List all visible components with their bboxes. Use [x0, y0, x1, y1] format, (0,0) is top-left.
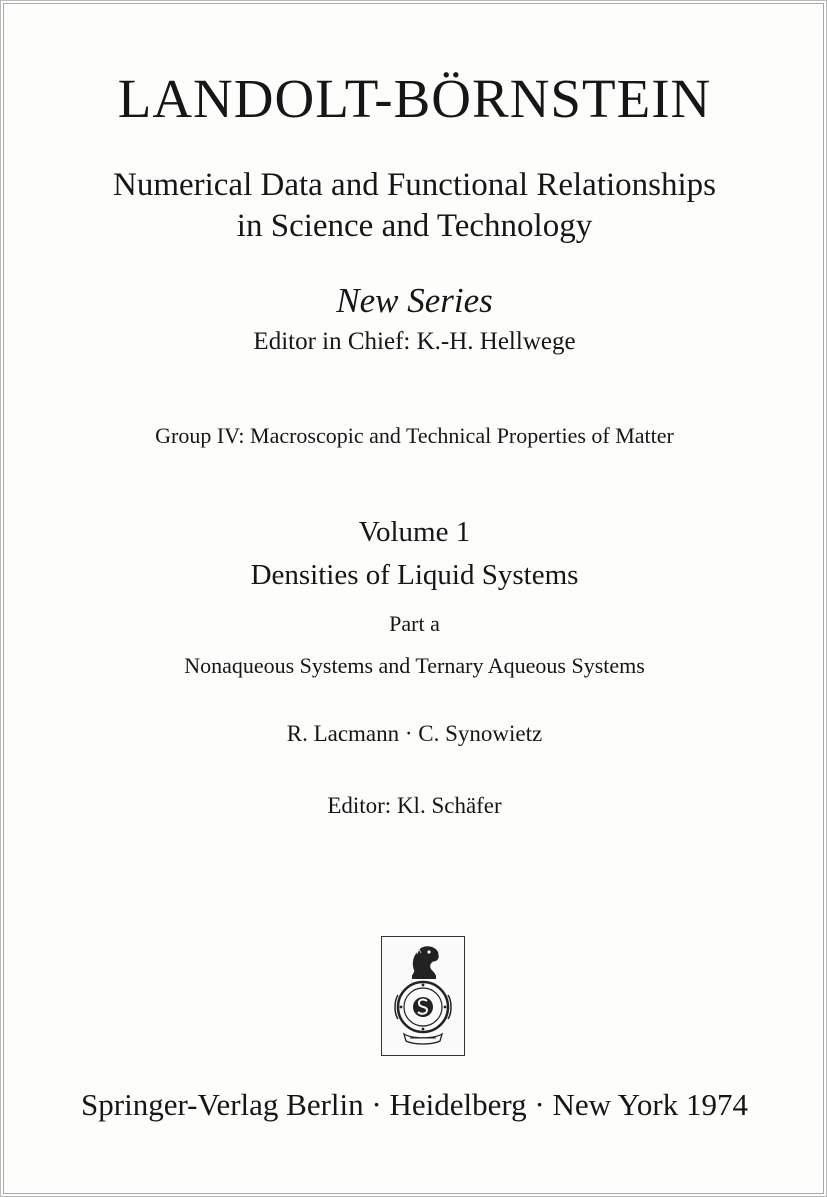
springer-knight-seal-icon	[382, 937, 464, 1055]
springer-logo-icon	[381, 936, 465, 1056]
volume-title: Densities of Liquid Systems	[250, 559, 579, 591]
authors: R. Lacmann · C. Synowietz	[286, 721, 543, 746]
part-title: Nonaqueous Systems and Ternary Aqueous Systems	[184, 653, 645, 678]
volume-number: Volume 1	[358, 516, 471, 548]
subtitle-line-1: Numerical Data and Functional Relationships	[112, 167, 717, 203]
editor: Editor: Kl. Schäfer	[327, 793, 502, 818]
subtitle-line-2: in Science and Technology	[236, 208, 593, 244]
group-title: Group IV: Macroscopic and Technical Properties of Matter	[155, 423, 674, 448]
editor-in-chief: Editor in Chief: K.-H. Hellwege	[253, 328, 576, 355]
publisher-imprint: Springer-Verlag Berlin · Heidelberg · New York 1974	[81, 1087, 748, 1122]
part-label: Part a	[389, 611, 440, 636]
series-title: New Series	[336, 281, 493, 320]
main-title: LANDOLT-BÖRNSTEIN	[117, 68, 712, 129]
